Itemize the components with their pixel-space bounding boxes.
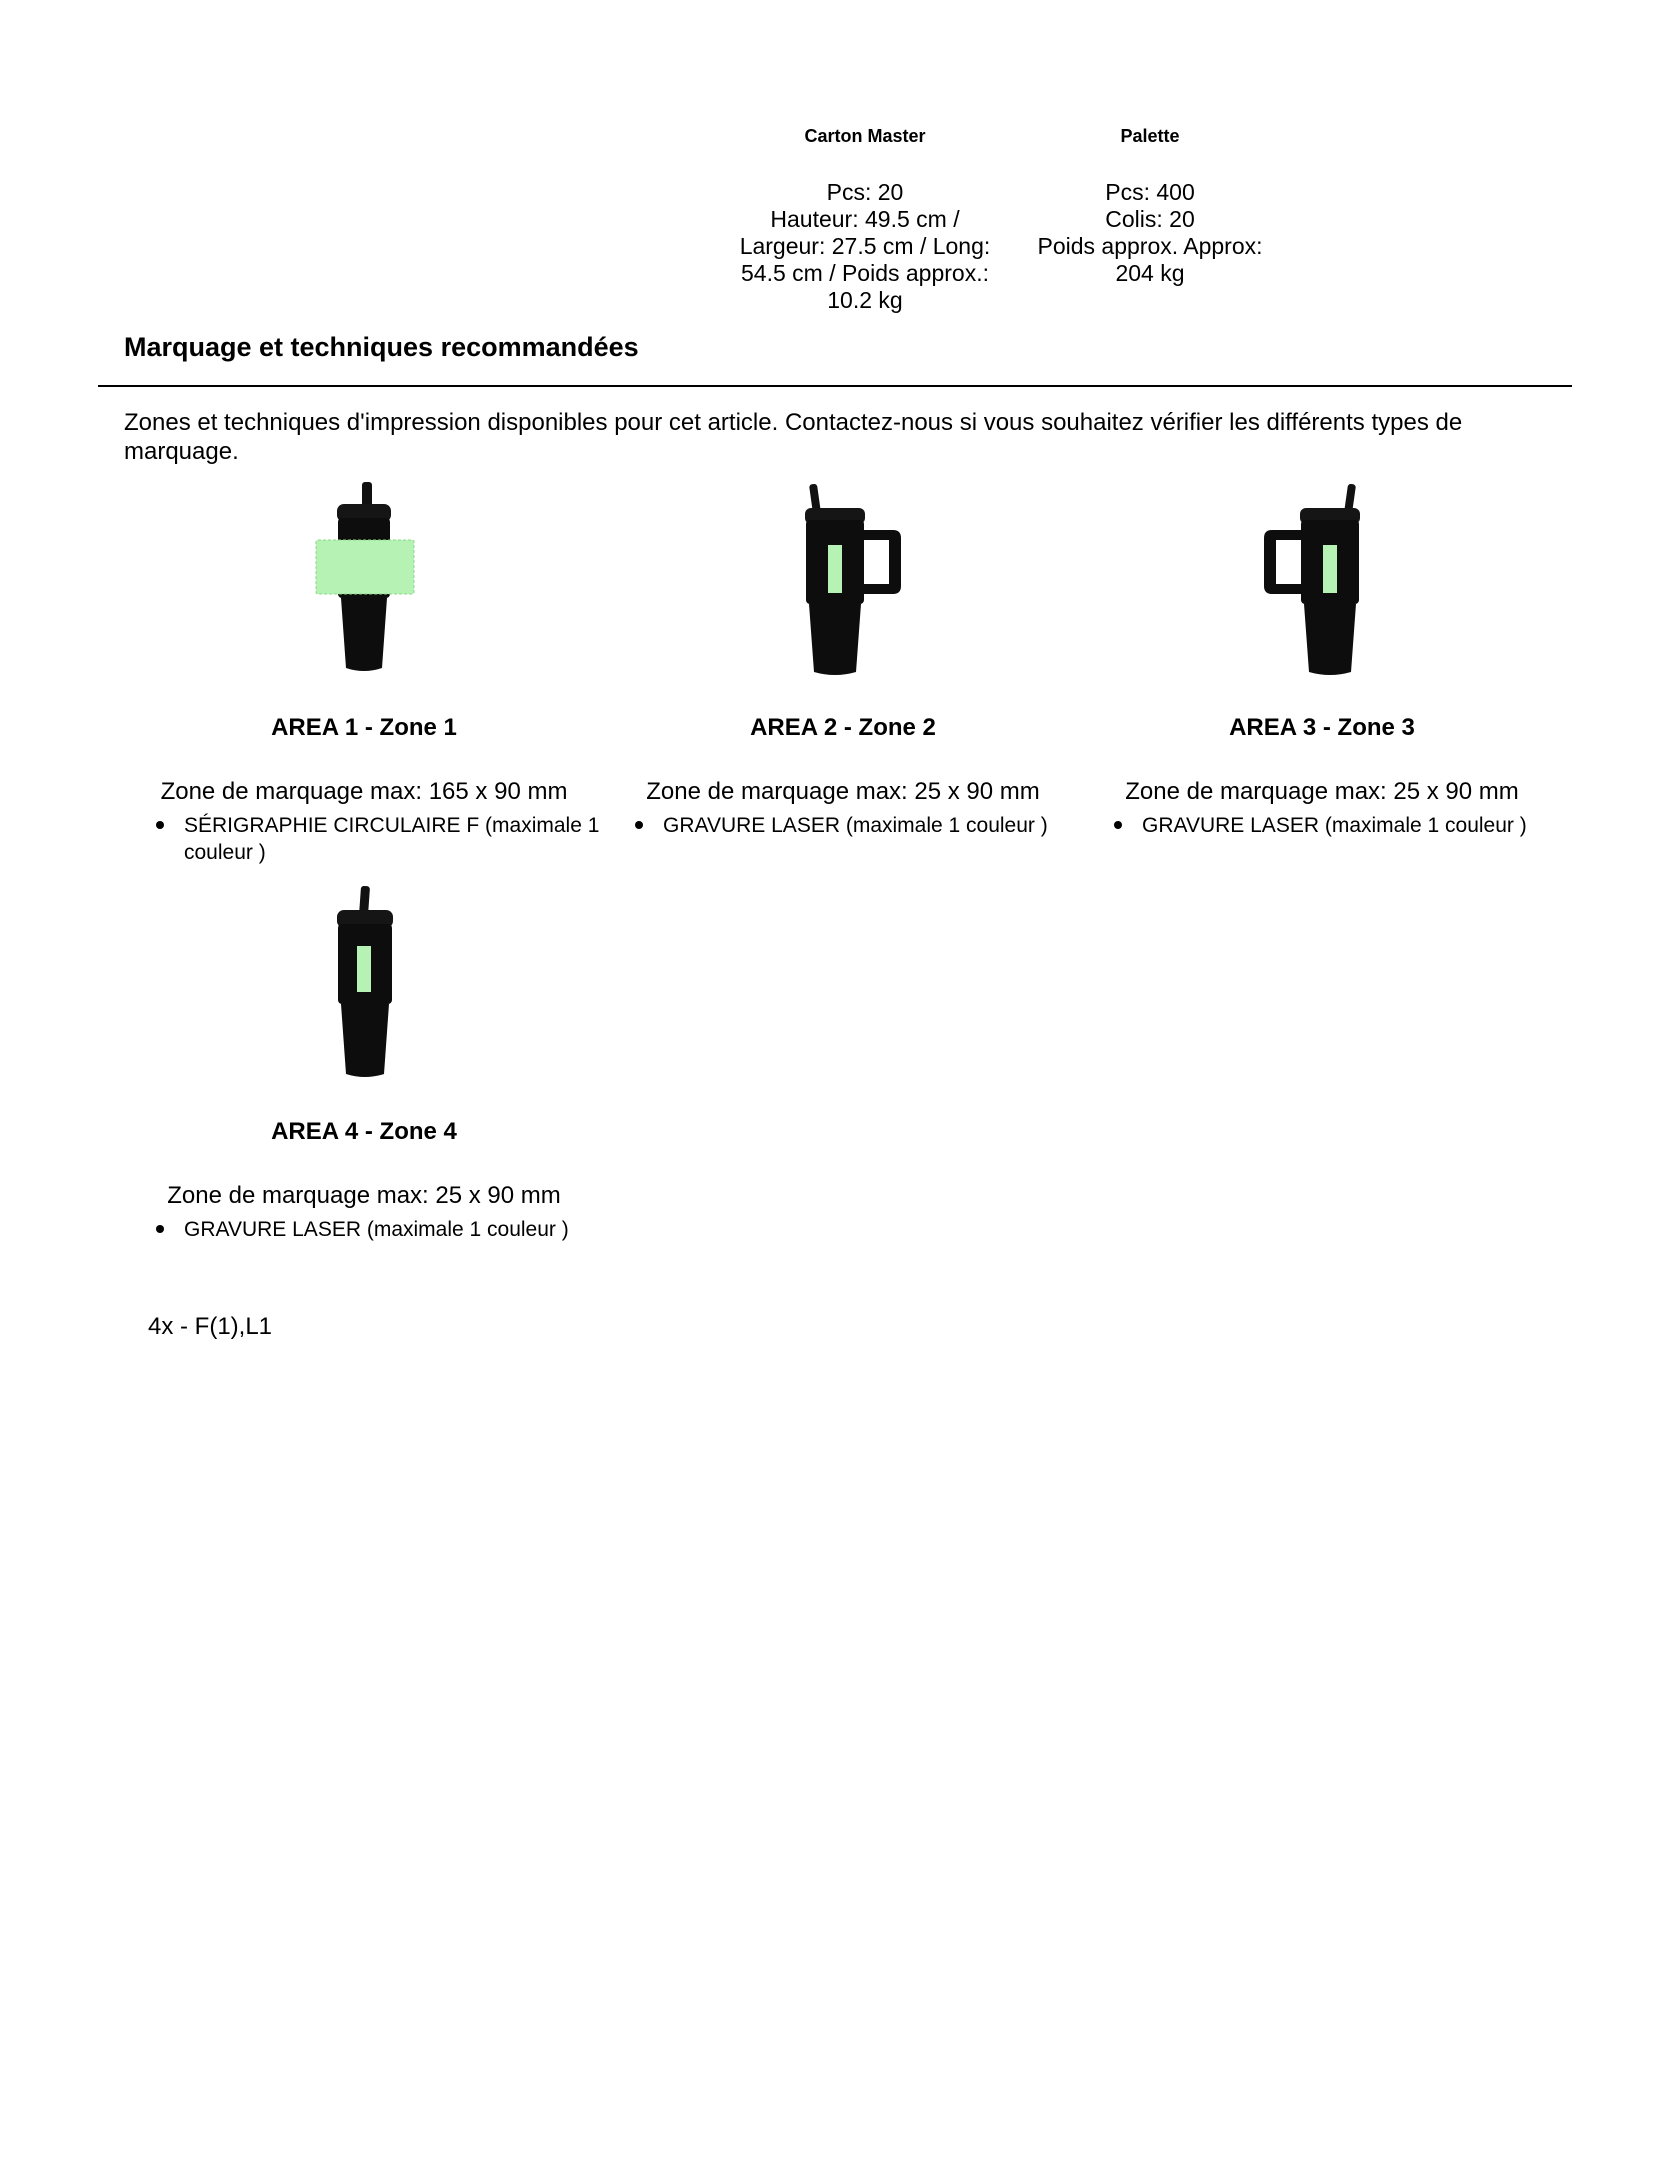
technique-item: GRAVURE LASER (maximale 1 couleur ) <box>184 1216 604 1243</box>
carton-line: Largeur: 27.5 cm / Long: <box>739 233 991 259</box>
area-3-max-zone: Zone de marquage max: 25 x 90 mm <box>1125 778 1519 805</box>
product-image-area-3 <box>1082 480 1562 680</box>
area-1-title: AREA 1 - Zone 1 <box>271 714 457 741</box>
area-2-title: AREA 2 - Zone 2 <box>750 714 936 741</box>
technique-item: GRAVURE LASER (maximale 1 couleur ) <box>663 812 1083 839</box>
tumbler-handle-left-image <box>1252 480 1392 680</box>
area-4-title: AREA 4 - Zone 4 <box>271 1118 457 1145</box>
section-title: Marquage et techniques recommandées <box>124 332 639 362</box>
section-intro: Zones et techniques d'impression disponibles pour cet article. Contactez-nous si vous souhaitez vérifier les différents types de marquage. <box>124 409 1463 465</box>
area-4-max-zone: Zone de marquage max: 25 x 90 mm <box>167 1182 561 1209</box>
carton-line: Hauteur: 49.5 cm / <box>770 206 960 232</box>
area-4-techniques <box>154 1216 604 1243</box>
technique-item: GRAVURE LASER (maximale 1 couleur ) <box>1142 812 1562 839</box>
area-3-techniques <box>1112 812 1562 839</box>
palette-line: Pcs: 400 <box>1105 179 1195 205</box>
carton-master-column <box>730 126 1000 314</box>
area-2-techniques <box>633 812 1083 839</box>
palette-column <box>1015 126 1285 287</box>
palette-line: Poids approx. Approx: <box>1037 233 1263 259</box>
product-image-area-1 <box>124 480 604 680</box>
carton-line: 10.2 kg <box>827 287 903 313</box>
palette-details <box>1015 179 1285 287</box>
section-divider <box>98 385 1572 387</box>
carton-line: 54.5 cm / Poids approx.: <box>740 260 989 286</box>
area-3-title: AREA 3 - Zone 3 <box>1229 714 1415 741</box>
palette-title: Palette <box>1120 126 1180 146</box>
tumbler-front-wrap-image <box>294 480 434 680</box>
marking-code: 4x - F(1),L1 <box>148 1313 273 1340</box>
tumbler-handle-right-image <box>773 480 913 680</box>
area-1-max-zone: Zone de marquage max: 165 x 90 mm <box>160 778 568 805</box>
carton-line: Pcs: 20 <box>826 179 904 205</box>
carton-master-title: Carton Master <box>804 126 926 146</box>
technique-item: SÉRIGRAPHIE CIRCULAIRE F (maximale 1 couleur ) <box>184 812 604 866</box>
palette-line: 204 kg <box>1115 260 1185 286</box>
product-image-area-4 <box>124 884 604 1084</box>
area-1-techniques <box>154 812 604 866</box>
product-image-area-2 <box>603 480 1083 680</box>
palette-line: Colis: 20 <box>1105 206 1195 232</box>
tumbler-side-image <box>294 884 434 1084</box>
carton-master-details <box>730 179 1000 314</box>
area-2-max-zone: Zone de marquage max: 25 x 90 mm <box>646 778 1040 805</box>
